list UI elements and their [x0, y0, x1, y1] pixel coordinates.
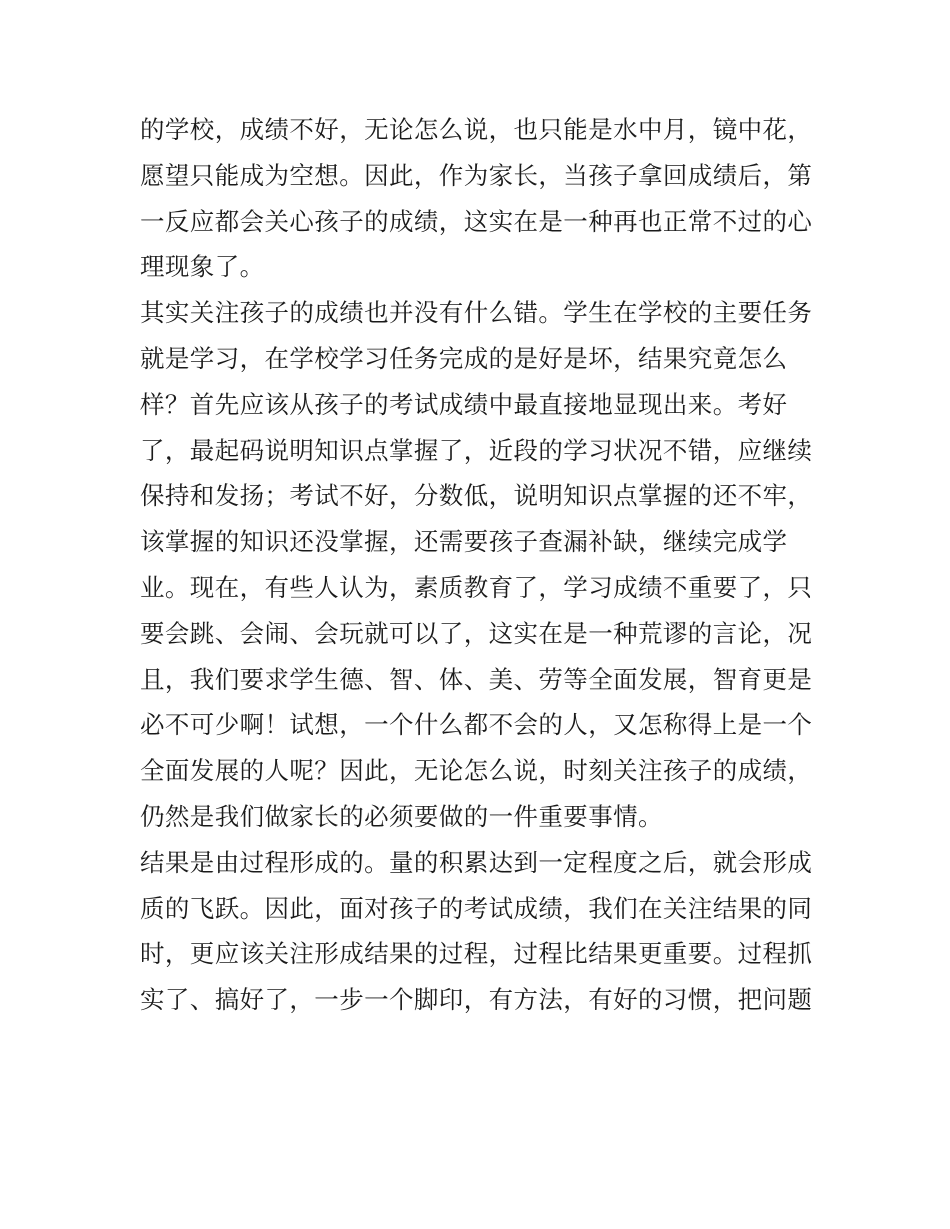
text-line: 必不可少啊！试想，一个什么都不会的人，又怎称得上是一个 [140, 710, 813, 740]
text-line: 了，最起码说明知识点掌握了，近段的学习状况不错，应继续 [140, 435, 813, 465]
text-line: 理现象了。 [140, 252, 265, 282]
text-line: 要会跳、会闹、会玩就可以了，这实在是一种荒谬的言论，况 [140, 618, 813, 648]
text-line: 质的飞跃。因此，面对孩子的考试成绩，我们在关注结果的同 [140, 893, 813, 923]
text-line: 全面发展的人呢？因此，无论怎么说，时刻关注孩子的成绩， [140, 756, 813, 786]
body-text [140, 107, 830, 1023]
text-line: 仍然是我们做家长的必须要做的一件重要事情。 [140, 801, 663, 831]
text-line: 保持和发扬；考试不好，分数低，说明知识点掌握的还不牢， [140, 481, 813, 511]
text-line: 时，更应该关注形成结果的过程，过程比结果更重要。过程抓 [140, 939, 813, 969]
text-line: 就是学习，在学校学习任务完成的是好是坏，结果究竟怎么 [140, 343, 788, 373]
text-line: 实了、搞好了，一步一个脚印，有方法，有好的习惯，把问题 [140, 985, 813, 1015]
text-line: 的学校，成绩不好，无论怎么说，也只能是水中月，镜中花， [140, 115, 813, 144]
text-line: 结果是由过程形成的。量的积累达到一定程度之后，就会形成 [140, 847, 813, 877]
text-line: 一反应都会关心孩子的成绩，这实在是一种再也正常不过的心 [140, 206, 813, 236]
text-line: 业。现在，有些人认为，素质教育了，学习成绩不重要了，只 [140, 572, 813, 602]
text-line: 且，我们要求学生德、智、体、美、劳等全面发展，智育更是 [140, 664, 813, 694]
text-line: 其实关注孩子的成绩也并没有什么错。学生在学校的主要任务 [140, 298, 813, 328]
text-line: 样？首先应该从孩子的考试成绩中最直接地显现出来。考好 [140, 389, 788, 419]
text-line: 该掌握的知识还没掌握，还需要孩子查漏补缺，继续完成学 [140, 527, 788, 557]
text-line: 愿望只能成为空想。因此，作为家长，当孩子拿回成绩后，第 [140, 160, 813, 190]
